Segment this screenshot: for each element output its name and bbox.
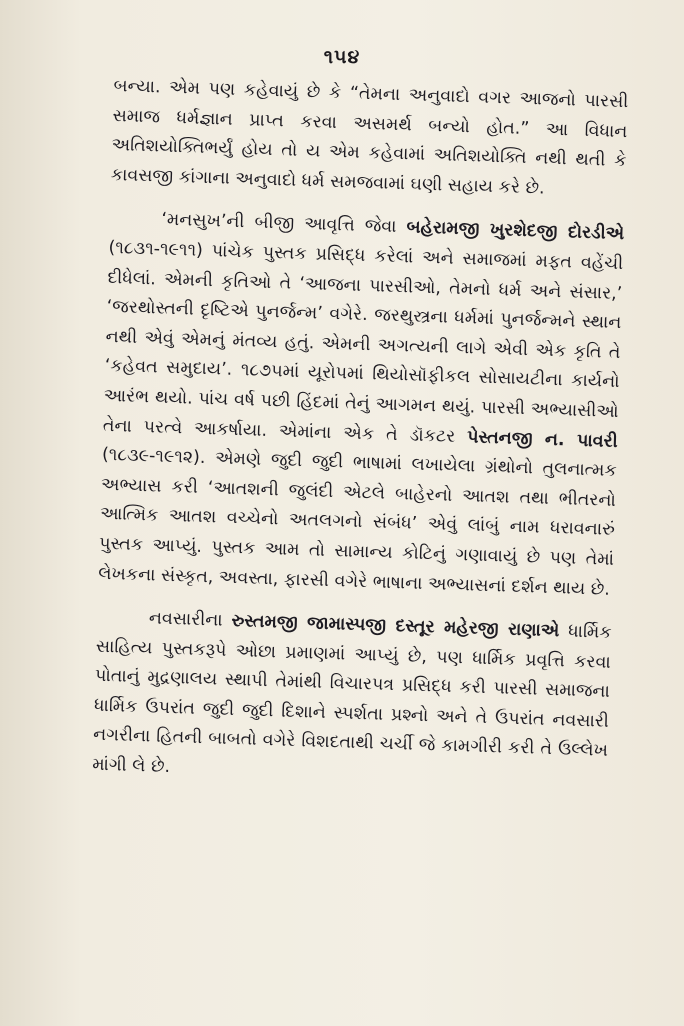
paragraph-continued: બન્યા. એમ પણ કહેવાયું છે કે “તેમના અનુવાદો વગર આજનો પારસી સમાજ ધર્મજ્ઞાન પ્રાપ્ત કરવા અસમર્થ બન્યો હોત.” આ વિધાન અતિશયોક્તિભર્યું હોય તો ય એમ કહેવામાં અતિશયોક્તિ નથી થતી કે કાવસજી કાંગાના અનુવાદો ધર્મ સમજવામાં ઘણી સહાય કરે છે. (110, 75, 629, 199)
paragraph-text: (૧૮૩૧-૧૯૧૧) પાંચેક પુસ્તક પ્રસિદ્ધ કરેલાં અને સમાજમાં મફત વહેંચી દીધેલાં. એમની કૃતિઓ તે ‘આજના પારસીઓ, તેમનો ધર્મ અને સંસાર,’ ‘જરથોસ્તની દૃષ્ટિએ પુનર્જન્મ’ વગેરે. જરથુસ્ત્રના ધર્મમાં પુનર્જન્મને સ્થાન નથી એવું એમનું મંતવ્ય હતું. એમની અગત્યની લાગે એવી એક કૃતિ તે ‘કહેવત સમુદાય’. ૧૮૭૫માં યૂરોપમાં થિયોસૉફીકલ સોસાયટીના કાર્યનો આરંભ થયો. પાંચ વર્ષ પછી હિંદમાં તેનું આગમન થયું. પારસી અભ્યાસીઓ તેના પરત્વે આકર્ષાયા. એમાંના એક તે ડૉકટર (102, 237, 624, 447)
person-name-rustamji: રુસ્તમજી જામાસ્પજી દસ્તૂર મહેરજી રાણાએ (231, 611, 560, 642)
paragraph-text: ધાર્મિક સાહિત્ય પુસ્તકરૂપે ઓછા પ્રમાણમાં આપ્યું છે, પણ ધાર્મિક પ્રવૃત્તિ કરવા પોતાનું મુદ્રણાલય સ્થાપી તેમાંથી વિચારપત્ર પ્રસિદ્ધ કરી પારસી સમાજના ધાર્મિક ઉપરાંત જુદી જુદી દિશાને સ્પર્શતા પ્રશ્નો અને તે ઉપરાંત નવસારી નગરીના હિતની બાબતો વગેરે વિશદતાથી ચર્ચી જે કામગીરી કરી તે ઉલ્લેખ માંગી લે છે. (91, 621, 612, 778)
paragraph-text: ‘મનસુખ’ની બીજી આવૃત્તિ જેવા (161, 209, 407, 238)
person-name-behramji: બહેરામજી ખુરશેદજી દોરડીએ (406, 217, 625, 245)
body-text (92, 72, 629, 796)
page-number: ૧૫૪ (323, 46, 361, 68)
paragraph-text: નવસારીના (148, 608, 232, 632)
paragraph-text: (૧૮૩૯-૧૯૧૨). એમણે જુદી જુદી ભાષામાં લખાયેલા ગ્રંથોનો તુલનાત્મક અભ્યાસ કરી ‘આતશની જુલંદી એટલે બાહેરનો આતશ તથા ભીતરનો આત્મિક આતશ વચ્ચેનો અતલગનો સંબંધ’ એવું લાંબું નામ ધરાવનારું પુસ્તક આપ્યું. પુસ્તક આમ તો સામાન્ય કોટિનું ગણાવાયું છે પણ તેમાં લેખકના સંસ્કૃત, અવસ્તા, ફારસી વગેરે ભાષાના અભ્યાસનાં દર્શન થાય છે. (97, 444, 618, 600)
paragraph-navsari (92, 603, 612, 797)
paragraph-dordi (98, 204, 625, 605)
person-name-pestanji: પેસ્તનજી ન. પાવરી (466, 426, 618, 452)
